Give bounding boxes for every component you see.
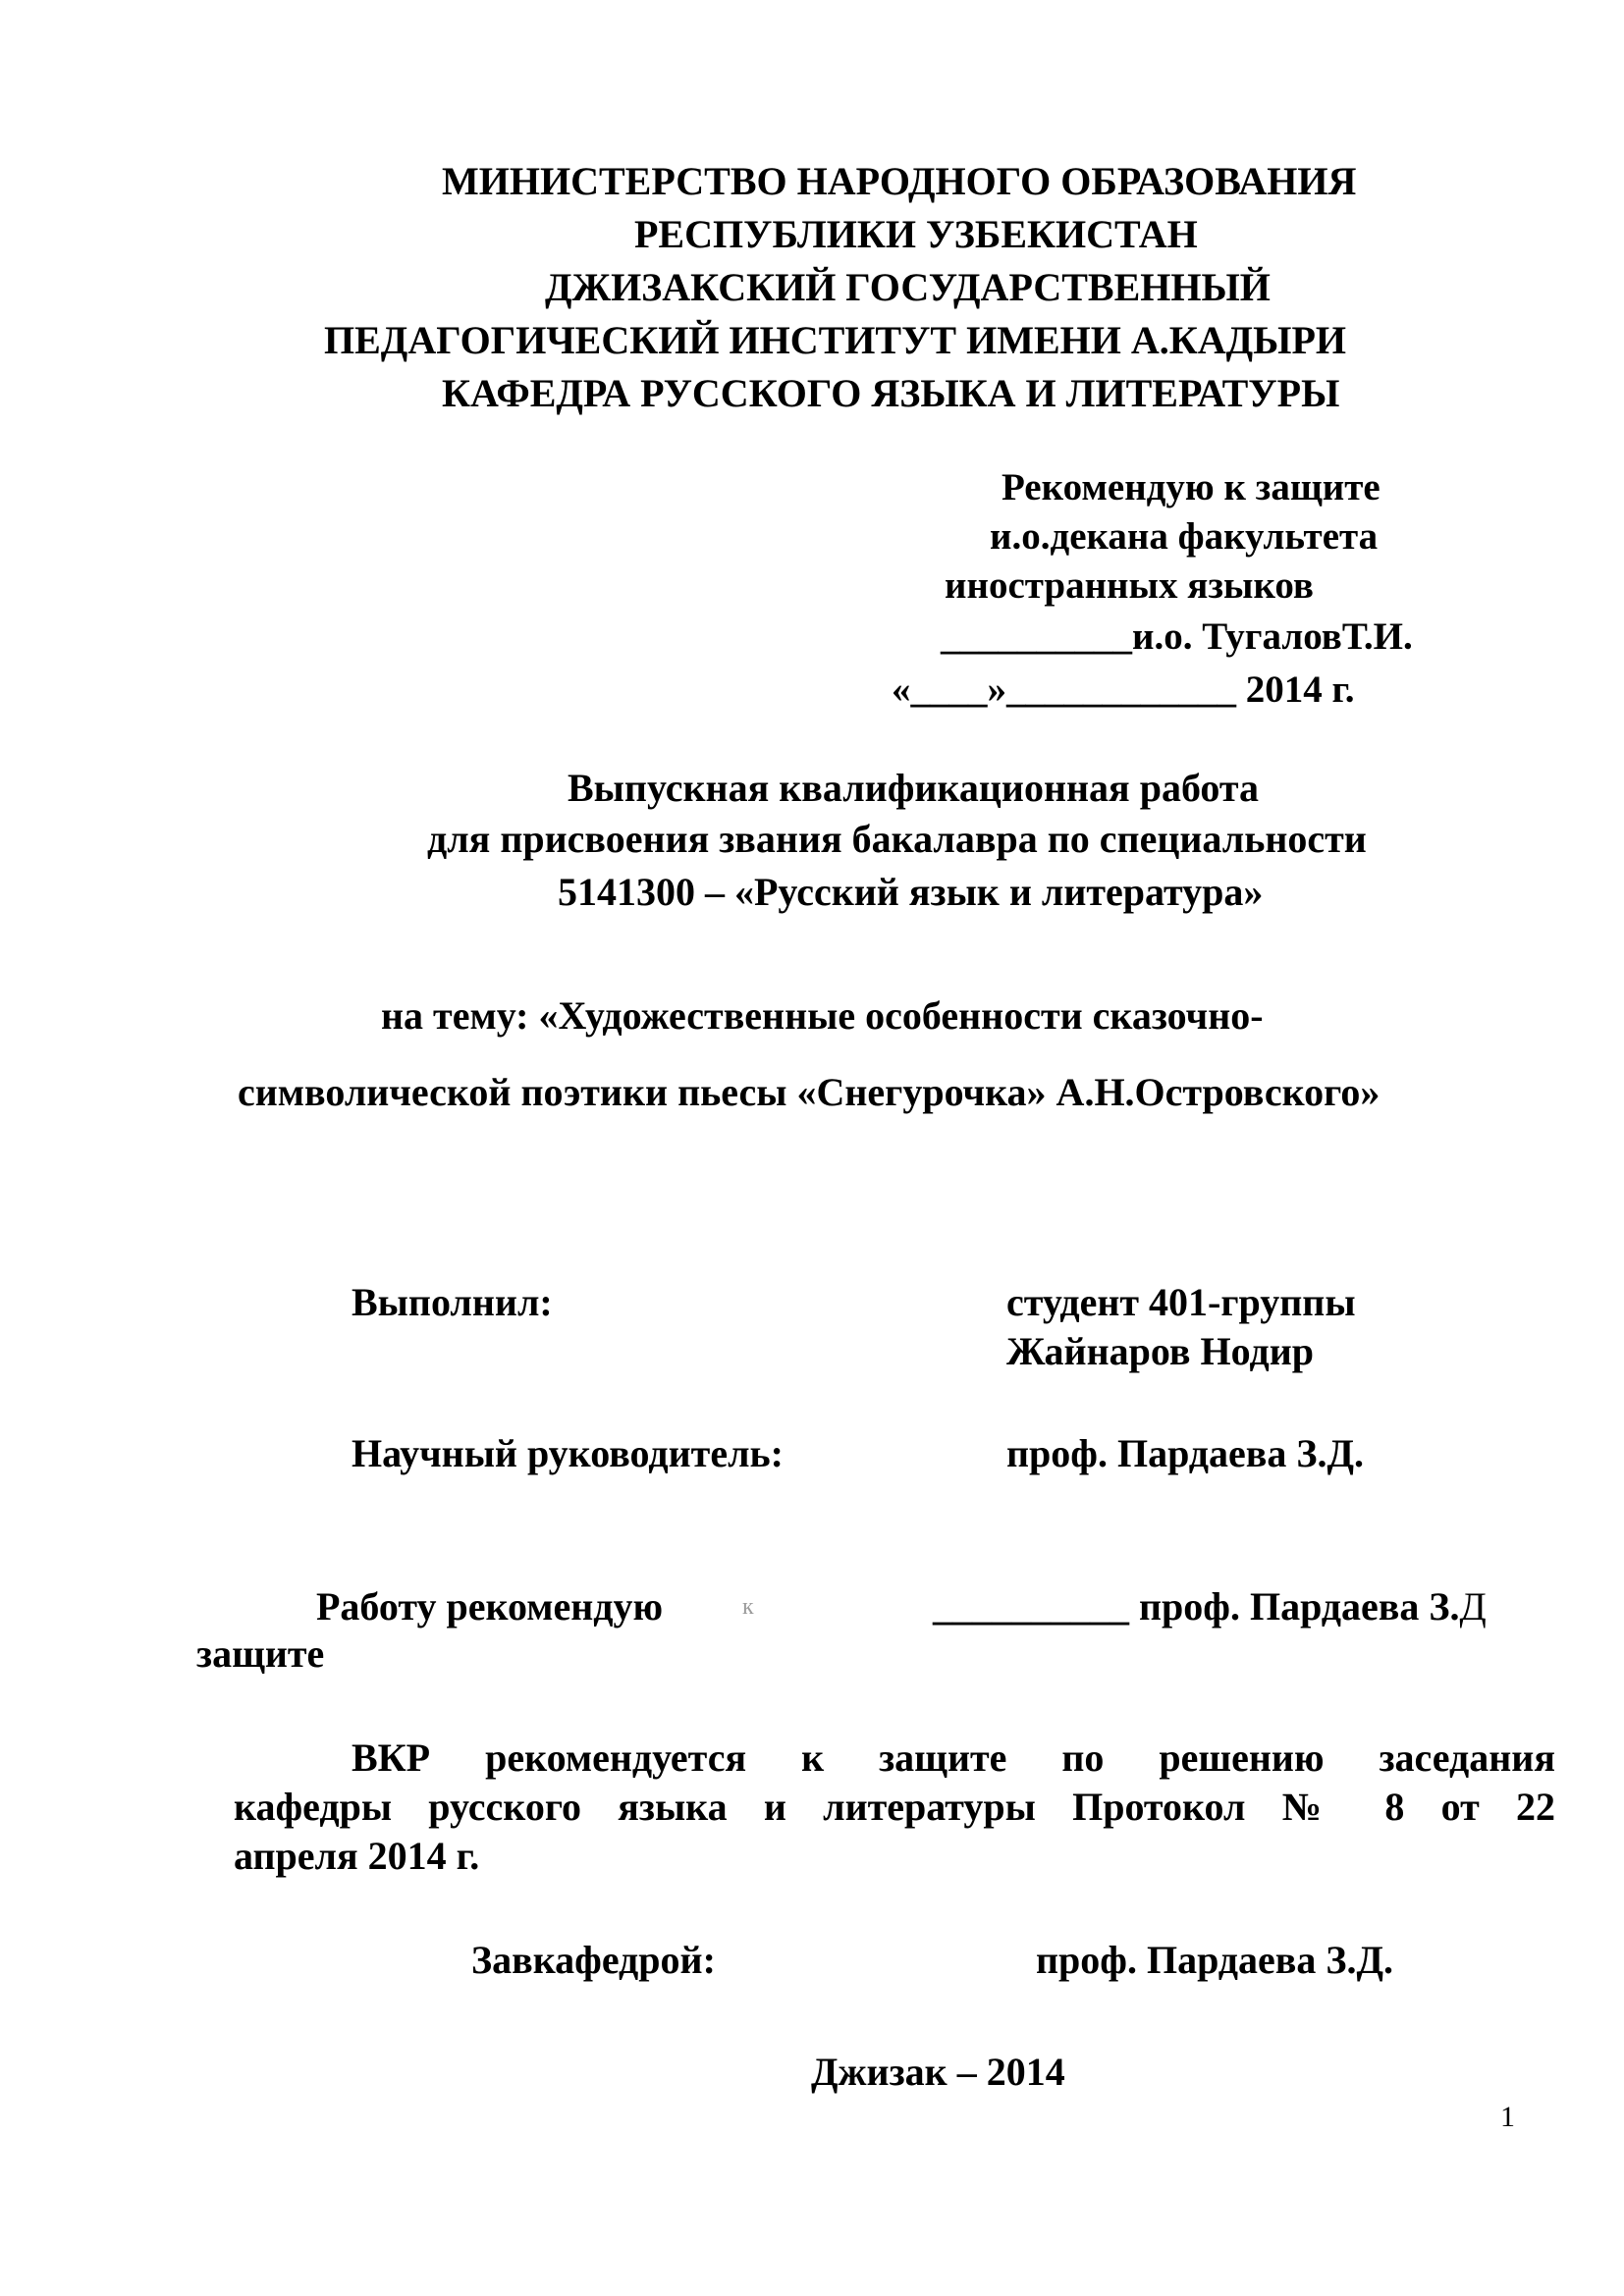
work-type-line: Выпускная квалификационная работа <box>568 766 1260 810</box>
header-line-republic: РЕСПУБЛИКИ УЗБЕКИСТАН <box>634 212 1198 256</box>
city-year: Джизак – 2014 <box>811 2050 1065 2094</box>
header-line-institute: ДЖИЗАКСКИЙ ГОСУДАРСТВЕННЫЙ <box>545 265 1271 309</box>
head-of-dept-label: Завкафедрой: <box>471 1938 716 1982</box>
recommend-signature-tail: Д <box>1459 1584 1487 1629</box>
author-name: Жайнаров Нодир <box>1006 1329 1314 1373</box>
page-number: 1 <box>1500 2101 1515 2133</box>
recommend-faint-letter: к <box>742 1594 754 1620</box>
vkr-line-3: апреля 2014 г. <box>234 1834 480 1878</box>
recommend-label-cont: защите <box>196 1631 325 1676</box>
author-label: Выполнил: <box>352 1280 553 1324</box>
supervisor-name: проф. Пардаева З.Д. <box>1006 1431 1365 1475</box>
approval-line-faculty: иностранных языков <box>945 564 1314 607</box>
header-line-department: КАФЕДРА РУССКОГО ЯЗЫКА И ЛИТЕРАТУРЫ <box>442 371 1340 415</box>
recommend-label: Работу рекомендую <box>316 1584 664 1629</box>
topic-line-2: символической поэтики пьесы «Снегурочка» А.Н.Островского» <box>238 1070 1380 1114</box>
approval-line-recommend: Рекомендую к защите <box>1001 466 1380 508</box>
work-specialty-line: 5141300 – «Русский язык и литература» <box>558 870 1264 914</box>
approval-line-dean: и.о.декана факультета <box>990 515 1379 558</box>
vkr-line-2: кафедры русского языка и литературы Протокол № 8 от 22 <box>234 1785 1555 1829</box>
topic-line-1: на тему: «Художественные особенности сказочно- <box>381 993 1264 1038</box>
vkr-line-1: ВКР рекомендуется к защите по решению заседания <box>352 1735 1555 1780</box>
approval-line-date: «____»____________ 2014 г. <box>892 668 1355 711</box>
header-line-ministry: МИНИСТЕРСТВО НАРОДНОГО ОБРАЗОВАНИЯ <box>442 159 1357 203</box>
work-purpose-line: для присвоения звания бакалавра по специальности <box>427 817 1367 861</box>
supervisor-label: Научный руководитель: <box>352 1431 784 1475</box>
recommend-signature <box>933 1582 1487 1631</box>
recommend-signature-text: __________ проф. Пардаева З. <box>933 1584 1460 1629</box>
head-of-dept-name: проф. Пардаева З.Д. <box>1036 1938 1394 1982</box>
author-group: студент 401-группы <box>1006 1280 1356 1324</box>
header-line-pedagogical: ПЕДАГОГИЧЕСКИЙ ИНСТИТУТ ИМЕНИ А.КАДЫРИ <box>324 318 1346 362</box>
approval-line-signature: __________и.о. ТугаловТ.И. <box>941 615 1413 658</box>
